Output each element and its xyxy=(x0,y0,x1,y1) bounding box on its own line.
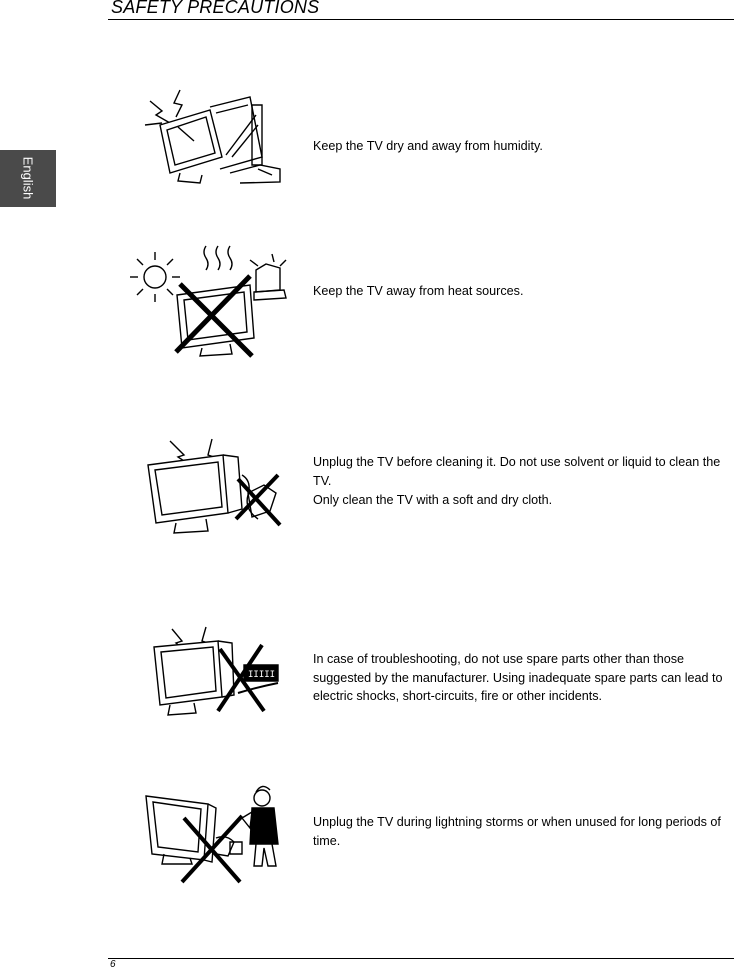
language-tab xyxy=(0,150,56,207)
precaution-5-text xyxy=(313,813,728,850)
tv-heat-source-icon xyxy=(122,240,302,360)
precaution-4-text xyxy=(313,650,728,706)
precaution-line: Unplug the TV during lightning storms or when unused for long periods of time. xyxy=(313,815,721,848)
precaution-line: In case of troubleshooting, do not use spare parts other than those suggested by the manufacturer. Using inadequate spare parts can lead to electric shocks, short-circuits, fire or other incidents. xyxy=(313,652,723,703)
page-number: 6 xyxy=(110,959,116,970)
header-divider xyxy=(108,19,734,20)
language-tab-label: English xyxy=(20,156,36,200)
tv-spare-parts-icon xyxy=(148,625,288,725)
tv-lightning-unplug-icon xyxy=(142,778,292,888)
precaution-2-text xyxy=(313,282,728,301)
tv-humidity-icon xyxy=(140,85,290,190)
page-title: SAFETY PRECAUTIONS xyxy=(111,0,320,17)
tv-cleaning-icon xyxy=(138,435,288,540)
precaution-line: Keep the TV dry and away from humidity. xyxy=(313,139,543,153)
svg-text:IIIII: IIIII xyxy=(248,670,276,680)
footer-divider xyxy=(108,958,734,959)
precaution-line: Keep the TV away from heat sources. xyxy=(313,284,524,298)
precaution-line: Unplug the TV before cleaning it. Do not use solvent or liquid to clean the TV. xyxy=(313,455,721,488)
precaution-3-text xyxy=(313,453,728,510)
precaution-line: Only clean the TV with a soft and dry cloth. xyxy=(313,493,553,507)
precaution-1-text xyxy=(313,137,728,156)
